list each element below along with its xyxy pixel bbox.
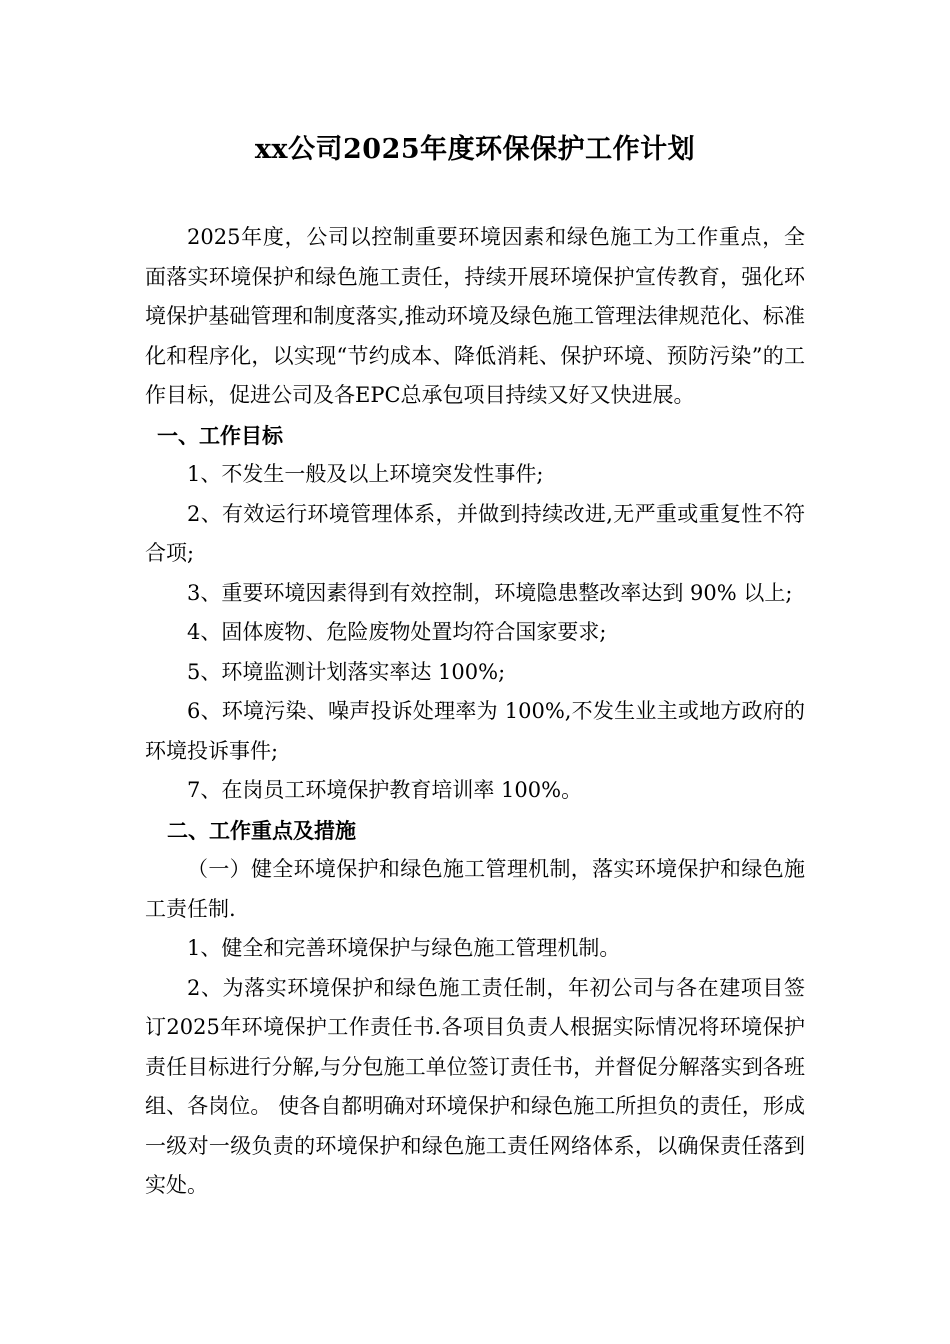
- intro-paragraph: 2025年度，公司以控制重要环境因素和绿色施工为工作重点，全面落实环境保护和绿色施工责任，持续开展环境保护宣传教育，强化环境保护基础管理和制度落实,推动环境及绿色施工管理法律规范化、标准化和程序化，以实现“节约成本、降低消耗、保护环境、预防污染”的工作目标，促进公司及各EPC总承包项目持续又好又快进展。: [145, 225, 805, 407]
- document-title: xx公司2025年度环保保护工作计划: [254, 134, 696, 165]
- section-heading-measures: 二、工作重点及措施: [167, 817, 356, 843]
- goal-item: 4、固体废物、危险废物处置均符合国家要求;: [187, 620, 607, 644]
- goal-item: 2、有效运行环境管理体系，并做到持续改进,无严重或重复性不符合项;: [145, 501, 805, 565]
- goal-item: 3、重要环境因素得到有效控制，环境隐患整改率达到 90% 以上;: [187, 580, 793, 605]
- goal-item: 7、在岗员工环境保护教育培训率 100%。: [187, 778, 583, 802]
- measure-item: 2、为落实环境保护和绿色施工责任制，年初公司与各在建项目签订2025年环境保护工作责任书.各项目负责人根据实际情况将环境保护责任目标进行分解,与分包施工单位签订责任书，并督促分解落实到各班组、各岗位。 使各自都明确对环境保护和绿色施工所担负的责任，形成一级对一级负责的环境保护和绿色施工责任网络体系，以确保责任落到实处。: [145, 975, 805, 1197]
- measure-item: 1、健全和完善环境保护与绿色施工管理机制。: [187, 936, 621, 960]
- goal-item: 5、环境监测计划落实率达 100%;: [187, 659, 506, 684]
- section-heading-goals: 一、工作目标: [157, 422, 283, 448]
- goal-item: 6、环境污染、噪声投诉处理率为 100%,不发生业主或地方政府的环境投诉事件;: [145, 699, 805, 763]
- subsection-heading: （一）健全环境保护和绿色施工管理机制，落实环境保护和绿色施工责任制.: [145, 857, 805, 921]
- goal-item: 1、不发生一般及以上环境突发性事件;: [187, 462, 544, 486]
- document-body: [145, 218, 805, 1206]
